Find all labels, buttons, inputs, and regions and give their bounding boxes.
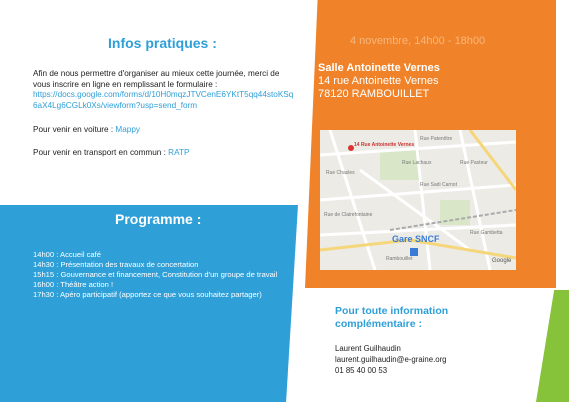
map-street-label: Rue Gambetta	[470, 230, 503, 236]
contact-email-link[interactable]: laurent.guilhaudin@e-graine.org	[335, 355, 447, 364]
infos-intro: Afin de nous permettre d'organiser au mieux cette journée, merci de vous inscrire en ligne en remplissant le formulaire :	[33, 69, 280, 89]
list-item: 16h00 : Théâtre action !	[33, 280, 114, 289]
green-panel	[536, 290, 569, 402]
contact-name: Laurent Guilhaudin	[335, 344, 401, 353]
map-provider: Google	[492, 258, 512, 264]
map-graphic	[320, 130, 516, 270]
blue-panel	[0, 205, 298, 402]
list-item: 14h30 : Présentation des travaux de concertation	[33, 260, 199, 269]
event-date: 4 novembre, 14h00 - 18h00	[350, 35, 486, 47]
registration-form-link[interactable]: https://docs.google.com/forms/d/10H0mqzJTVCenE6YKtT5qq44stoKSq6aX4Lg6CGLk0Xs/viewform?usp=send_form	[33, 90, 294, 110]
station-label: Gare SNCF	[392, 234, 440, 244]
transit-directions	[33, 148, 189, 159]
list-item: 15h15 : Gouvernance et financement, Constitution d'un groupe de travail	[33, 270, 278, 279]
map-pin-label: 14 Rue Antoinette Vernes	[354, 142, 415, 148]
infos-title: Infos pratiques :	[108, 35, 217, 51]
map-street-label: Rue Patenôtre	[420, 136, 453, 142]
list-item: 14h00 : Accueil café	[33, 250, 101, 259]
car-label: Pour venir en voiture :	[33, 125, 114, 134]
map-street-label: Rue Pasteur	[460, 160, 488, 166]
car-directions	[33, 125, 140, 136]
programme-list	[33, 250, 293, 300]
map-street-label: Rue Lachaux	[402, 160, 432, 166]
location-map[interactable]	[320, 130, 516, 270]
contact-title: Pour toute information complémentaire :	[335, 305, 449, 330]
mappy-link[interactable]: Mappy	[115, 125, 140, 134]
transit-label: Pour venir en transport en commun :	[33, 148, 166, 157]
venue-name: Salle Antoinette Vernes	[318, 62, 440, 74]
ratp-link[interactable]: RATP	[168, 148, 190, 157]
contact-details	[335, 343, 447, 376]
venue-address	[318, 62, 440, 101]
map-street-label: Rue de Clairefontaine	[324, 212, 373, 218]
map-street-label: Rue Chasles	[326, 170, 355, 176]
programme-title: Programme :	[115, 211, 202, 227]
map-street-label: Rambouillet	[386, 256, 413, 262]
map-pin-icon	[348, 145, 354, 151]
station-icon	[410, 248, 418, 256]
list-item: 17h30 : Apéro participatif (apportez ce que vous souhaitez partager)	[33, 290, 262, 299]
contact-phone: 01 85 40 00 53	[335, 366, 388, 375]
map-street-label: Rue Sadi Carnot	[420, 182, 457, 188]
venue-city: 78120 RAMBOUILLET	[318, 88, 430, 100]
venue-street: 14 rue Antoinette Vernes	[318, 75, 439, 87]
